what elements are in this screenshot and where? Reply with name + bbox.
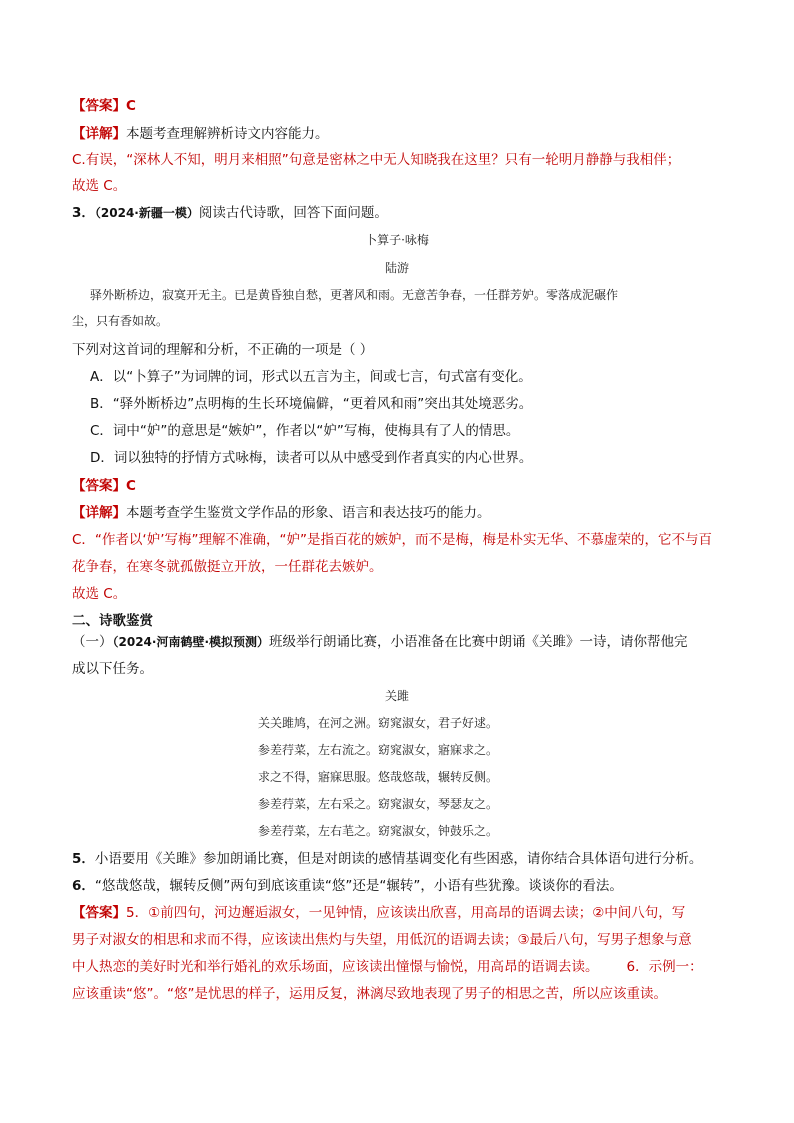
detail-text: 本题考查理解辨析诗文内容能力。: [126, 126, 329, 142]
answer-5-line-1: [72, 903, 685, 923]
guanju-title: 关雎: [384, 689, 409, 703]
part-label: （一）: [72, 634, 113, 650]
guanju-line-4: 参差荇菜，左右采之。窈窕淑女，琴瑟友之。: [258, 797, 499, 811]
answer-text: 中人热恋的美好时光和举行婚礼的欢乐场面，应该读出憧憬与愉悦，用高昂的语调去读。: [72, 959, 599, 975]
option-c: C．词中“妒”的意思是“嫉妒”，作者以“妒”写梅，使梅具有了人的情思。: [90, 423, 520, 439]
answer-value: C: [126, 478, 136, 494]
question-6-number: 6．: [72, 878, 95, 894]
poem-line-2: 尘，只有香如故。: [72, 314, 169, 328]
detail-line-3: [72, 503, 491, 523]
question-source: （2024·新疆一模）: [94, 206, 199, 220]
question-stem: 下列对这首词的理解和分析，不正确的一项是（ ）: [72, 342, 374, 358]
poem-line-1: 驿外断桥边，寂寞开无主。已是黄昏独自愁，更著风和雨。无意苦争春，一任群芳妒。零落成泥碾作: [90, 288, 619, 302]
answer-tag: 【答案】: [72, 478, 126, 494]
question-3-header: [72, 203, 388, 223]
section-source: （2024·河南鹤壁·模拟预测）: [112, 635, 270, 649]
detail-tag: 【详解】: [72, 505, 126, 521]
detail-line-1: [72, 124, 329, 144]
answer-5-line-3: [72, 957, 703, 977]
question-number: 3．: [72, 205, 95, 221]
explain-line-1: C.有误，“深林人不知，明月来相照”句意是密林之中无人知晓我在这里？只有一轮明月静静与我相伴；: [72, 152, 681, 168]
option-a: A．以“卜算子”为词牌的词，形式以五言为主，间或七言，句式富有变化。: [90, 369, 532, 385]
question-5-number: 5．: [72, 851, 95, 867]
guanju-line-5: 参差荇菜，左右芼之。窈窕淑女，钟鼓乐之。: [258, 824, 499, 838]
answer-6-line: 应该重读“悠”。“悠”是忧思的样子，运用反复，淋漓尽致地表现了男子的相思之苦，所以应该重读。: [72, 986, 667, 1002]
answer-line-1: [72, 96, 136, 116]
guanju-line-1: 关关雎鸠，在河之洲。窈窕淑女，君子好逑。: [258, 716, 499, 730]
answer-tag: 【答案】: [72, 98, 126, 114]
guanju-line-3: 求之不得，寤寐思服。悠哉悠哉，辗转反侧。: [258, 770, 499, 784]
poem-author: 陆游: [384, 261, 409, 275]
explain-line-3b: 花争春，在寒冬就孤傲挺立开放，一任群花去嫉妒。: [72, 559, 383, 575]
option-b: B．“驿外断桥边”点明梅的生长环境偏僻，“更着风和雨”突出其处境恶劣。: [90, 396, 533, 412]
question-5-text: 小语要用《关雎》参加朗诵比赛，但是对朗读的感情基调变化有些困惑，请你结合具体语句进行分析。: [94, 851, 703, 867]
answer-value: C: [126, 98, 136, 114]
answer-5-line-2: 男子对淑女的相思和求而不得，应该读出焦灼与失望，用低沉的语调去读；③最后八句，写男子想象与意: [72, 932, 692, 948]
section-intro-1: [72, 632, 688, 652]
intro-text: 班级举行朗诵比赛，小语准备在比赛中朗诵《关雎》一诗，请你帮他完: [269, 634, 688, 650]
option-d: D．词以独特的抒情方式咏梅，读者可以从中感受到作者真实的内心世界。: [90, 450, 533, 466]
explain-line-3a: C．“作者以‘妒’写梅”理解不准确，“妒”是指百花的嫉妒，而不是梅，梅是朴实无华、不慕虚荣的，它不与百: [72, 532, 712, 548]
section-heading: 二、诗歌鉴赏: [72, 613, 153, 629]
answer-text: 5．①前四句，河边邂逅淑女，一见钟情，应该读出欣喜，用高昂的语调去读；②中间八句，写: [126, 905, 686, 921]
detail-tag: 【详解】: [72, 126, 126, 142]
section-intro-2: 成以下任务。: [72, 661, 153, 677]
conclusion-1: 故选 C。: [72, 178, 127, 194]
conclusion-3: 故选 C。: [72, 586, 127, 602]
answer-line-3: [72, 476, 136, 496]
answer-6-start: 6．示例一：: [626, 959, 703, 975]
question-prompt: 阅读古代诗歌，回答下面问题。: [198, 205, 388, 221]
guanju-line-2: 参差荇菜，左右流之。窈窕淑女，寤寐求之。: [258, 743, 499, 757]
detail-text: 本题考查学生鉴赏文学作品的形象、语言和表达技巧的能力。: [126, 505, 491, 521]
poem-title: 卜算子·咏梅: [365, 233, 429, 247]
question-6: [72, 876, 623, 896]
answer-tag: 【答案】: [72, 905, 126, 921]
question-6-text: “悠哉悠哉，辗转反侧”两句到底该重读“悠”还是“辗转”，小语有些犹豫。谈谈你的看法。: [94, 878, 623, 894]
question-5: [72, 849, 702, 869]
